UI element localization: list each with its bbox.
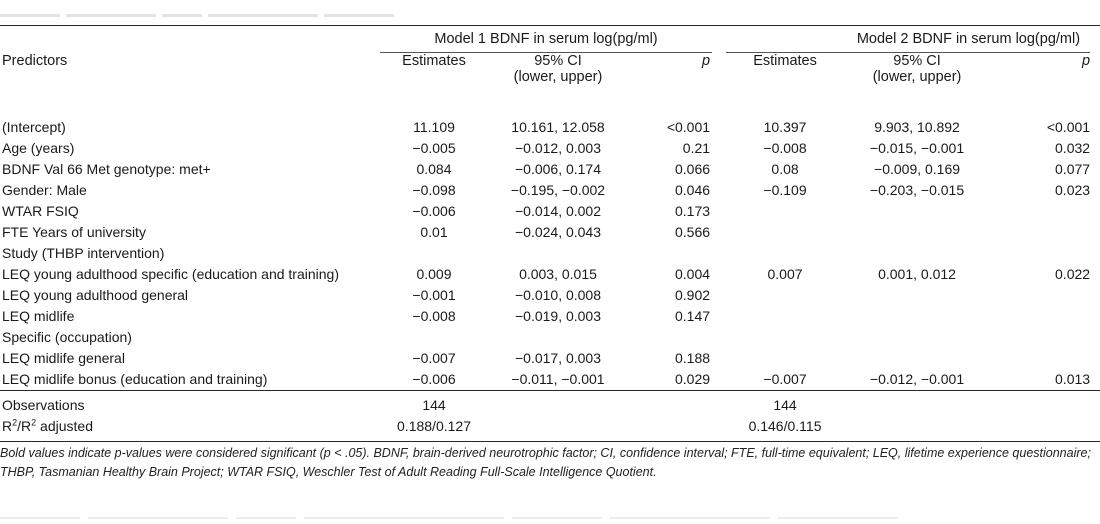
predictor-label: LEQ young adulthood general xyxy=(2,287,189,303)
m2-ci: −0.015, −0.001 xyxy=(869,140,965,156)
predictor-label: Gender: Male xyxy=(2,182,87,198)
model2-title: Model 2 BDNF in serum log(pg/ml) xyxy=(726,26,1090,53)
m1-estimate: −0.006 xyxy=(412,371,456,387)
table-row xyxy=(0,285,1100,306)
predictor-label: LEQ midlife general xyxy=(2,350,125,366)
m1-p-value xyxy=(622,243,720,264)
m1-estimate xyxy=(374,243,494,264)
m2-ci: −0.012, −0.001 xyxy=(869,371,965,387)
predictor-label: BDNF Val 66 Met genotype: met+ xyxy=(2,161,211,177)
table-row xyxy=(0,243,1100,264)
m2-estimate xyxy=(720,222,850,243)
r-squared-label: $R^2/R^2$ adjusted xyxy=(0,416,374,442)
m1-p-value: 0.902 xyxy=(674,287,711,303)
predictor-label: Specific (occupation) xyxy=(2,329,132,345)
m1-p-value: 0.004 xyxy=(674,266,711,282)
m2-ci xyxy=(850,201,984,222)
m1-ci: −0.012, 0.003 xyxy=(514,140,602,156)
m2-ci xyxy=(850,243,984,264)
m1-ci: −0.010, 0.008 xyxy=(514,287,602,303)
table-row xyxy=(0,264,1100,285)
m1-p-value: 0.046 xyxy=(674,182,711,198)
m2-estimate: −0.007 xyxy=(763,371,807,387)
m2-estimate xyxy=(720,201,850,222)
m2-p-value: 0.077 xyxy=(1055,161,1091,177)
m1-estimate: 11.109 xyxy=(413,119,455,135)
m2-p-value: 0.032 xyxy=(1055,140,1091,156)
m1-ci xyxy=(494,327,622,348)
m2-p-value: 0.013 xyxy=(1055,371,1091,387)
m2-p-value xyxy=(984,222,1100,243)
table-row xyxy=(0,306,1100,327)
m1-p-value: 0.188 xyxy=(674,350,711,366)
faded-footer-artifact xyxy=(0,506,1100,512)
predictor-label: WTAR FSIQ xyxy=(2,203,79,219)
m1-ci: −0.006, 0.174 xyxy=(514,161,602,177)
m2-ci xyxy=(850,222,984,243)
predictor-label: Age (years) xyxy=(2,140,75,156)
m1-ci: −0.195, −0.002 xyxy=(510,182,606,198)
predictor-label: LEQ young adulthood specific (education and training) xyxy=(2,266,339,282)
m1-ci: −0.019, 0.003 xyxy=(514,308,602,324)
m1-p-value: 0.21 xyxy=(682,140,711,156)
m2-estimate xyxy=(720,306,850,327)
m2-estimate: 0.007 xyxy=(767,266,803,282)
m2-estimate xyxy=(720,348,850,369)
m2-p-value: <0.001 xyxy=(1046,119,1091,135)
m2-p-header: p xyxy=(1081,53,1091,69)
table-footnote: Bold values indicate p-values were considered significant (p < .05). BDNF, brain-derived neurotrophic factor; CI, confidence interval; FTE, full-time equivalent; LEQ, lifetime experience questionnaire; THBP, Tasmanian Healthy Brain Project; WTAR FSIQ, Weschler Test of Adult Reading Full-Scale Intelligence Quotient. xyxy=(0,446,1091,479)
m1-estimate: −0.001 xyxy=(412,287,456,303)
m2-p-value xyxy=(984,243,1100,264)
m2-ci: −0.009, 0.169 xyxy=(874,161,961,177)
m2-estimate: −0.109 xyxy=(763,182,807,198)
m1-ci: −0.014, 0.002 xyxy=(514,203,602,219)
m2-p-value xyxy=(984,348,1100,369)
m2-ci: 9.903, 10.892 xyxy=(874,119,960,135)
m1-estimate: −0.007 xyxy=(412,350,456,366)
predictor-label: (Intercept) xyxy=(2,119,66,135)
m1-estimate: −0.008 xyxy=(412,308,456,324)
m1-ci: 0.003, 0.015 xyxy=(519,266,597,282)
m1-estimates-header: Estimates xyxy=(402,53,466,69)
m2-p-value xyxy=(984,201,1100,222)
faded-header-artifact xyxy=(0,4,420,10)
m2-ci: −0.203, −0.015 xyxy=(869,182,965,198)
table-row xyxy=(0,201,1100,222)
m1-ci xyxy=(494,243,622,264)
predictor-label: LEQ midlife xyxy=(2,308,75,324)
table-body xyxy=(0,109,1100,391)
table-row xyxy=(0,138,1100,159)
table-row xyxy=(0,327,1100,348)
m2-ci-header: 95% CI (lower, upper) xyxy=(872,53,962,85)
m1-estimate: −0.098 xyxy=(412,182,456,198)
m2-p-value xyxy=(984,306,1100,327)
m2-estimate xyxy=(720,285,850,306)
m2-p-value: 0.022 xyxy=(1055,266,1091,282)
m1-estimate: 0.084 xyxy=(416,161,452,177)
m2-estimate: −0.008 xyxy=(763,140,807,156)
m2-ci xyxy=(850,327,984,348)
m1-ci: −0.017, 0.003 xyxy=(514,350,602,366)
predictor-label: LEQ midlife bonus (education and training) xyxy=(2,371,268,387)
m1-p-header: p xyxy=(701,53,711,69)
predictor-label: FTE Years of university xyxy=(2,224,146,240)
m2-p-value: 0.023 xyxy=(1055,182,1091,198)
m1-p-value: <0.001 xyxy=(666,119,711,135)
m1-estimate: 0.01 xyxy=(420,224,448,240)
m1-estimate: −0.005 xyxy=(412,140,456,156)
m1-ci: 10.161, 12.058 xyxy=(511,119,605,135)
m1-p-value: 0.147 xyxy=(674,308,711,324)
m2-ci xyxy=(850,306,984,327)
m1-ci: −0.024, 0.043 xyxy=(514,224,602,240)
m1-estimate xyxy=(374,327,494,348)
m2-estimates-header: Estimates xyxy=(753,53,817,69)
m1-estimate: −0.006 xyxy=(412,203,456,219)
table-row xyxy=(0,109,1100,138)
m2-estimate xyxy=(720,327,850,348)
r-squared-row: $R^2/R^2$ adjusted 0.188/0.127 0.146/0.115 xyxy=(0,416,1100,442)
m2-p-value xyxy=(984,285,1100,306)
table-row xyxy=(0,222,1100,243)
m2-estimate: 0.08 xyxy=(771,161,799,177)
m1-p-value: 0.029 xyxy=(674,371,711,387)
table-row xyxy=(0,159,1100,180)
m1-p-value: 0.173 xyxy=(674,203,711,219)
group-header-row xyxy=(0,26,1100,54)
m1-p-value: 0.066 xyxy=(674,161,711,177)
predictor-label: Study (THBP intervention) xyxy=(2,245,165,261)
predictors-header: Predictors xyxy=(2,53,68,69)
table-row xyxy=(0,180,1100,201)
model1-title: Model 1 BDNF in serum log(pg/ml) xyxy=(380,26,712,53)
column-header-row xyxy=(0,53,1100,109)
m2-estimate xyxy=(720,243,850,264)
m2-ci xyxy=(850,348,984,369)
m1-p-value: 0.566 xyxy=(674,224,711,240)
table-row xyxy=(0,369,1100,391)
observations-row: Observations 144 144 xyxy=(0,391,1100,417)
table-row xyxy=(0,348,1100,369)
m1-ci-header: 95% CI (lower, upper) xyxy=(513,53,603,85)
m2-ci: 0.001, 0.012 xyxy=(878,266,956,282)
m2-p-value xyxy=(984,327,1100,348)
regression-table xyxy=(0,25,1100,442)
m2-ci xyxy=(850,285,984,306)
m1-estimate: 0.009 xyxy=(416,266,452,282)
m1-ci: −0.011, −0.001 xyxy=(511,371,605,387)
m2-estimate: 10.397 xyxy=(763,119,807,135)
m1-p-value xyxy=(622,327,720,348)
